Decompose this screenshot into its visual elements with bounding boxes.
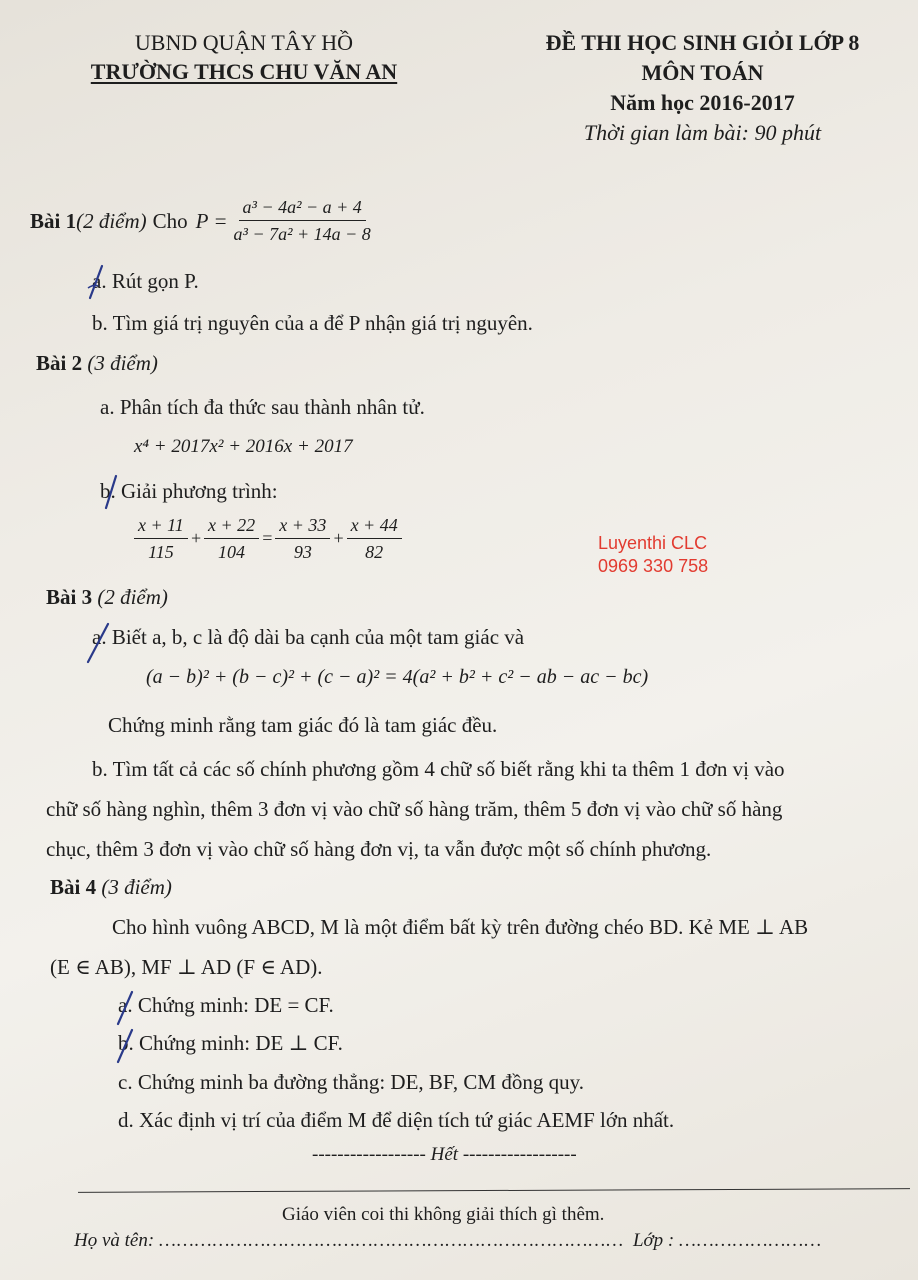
bai4-part-a: a. Chứng minh: DE = CF. [118, 993, 334, 1017]
school-name: TRƯỜNG THCS CHU VĂN AN [90, 59, 398, 84]
bai4-part-c: c. Chứng minh ba đường thẳng: DE, BF, CM đồng quy. [118, 1070, 584, 1094]
bai2-points: (3 điểm) [87, 351, 158, 375]
eq-f2-num: x + 22 [204, 514, 259, 539]
watermark-line2: 0969 330 758 [598, 556, 709, 576]
class-label: Lớp : [632, 1230, 675, 1251]
pen-checkmark-icon [110, 1026, 140, 1066]
bai1-fraction [230, 196, 375, 245]
bai2-label: Bài 2 [36, 351, 83, 375]
bai3-part-a: a. Biết a, b, c là độ dài ba cạnh của một tam giác và [92, 625, 525, 649]
bai2-part-b: b. Giải phương trình: [100, 479, 278, 503]
eq-f2-den: 104 [218, 542, 246, 562]
name-label: Họ và tên: [74, 1230, 155, 1251]
bai4-intro-line2: (E ∈ AB), MF ⊥ AD (F ∈ AD). [50, 955, 323, 979]
eq-f1-den: 115 [148, 542, 174, 562]
header-left [64, 28, 424, 86]
bai3-part-b-line3: chục, thêm 3 đơn vị vào chữ số hàng đơn vị, ta vẫn được một số chính phương. [46, 837, 712, 861]
bai4-label: Bài 4 [50, 875, 97, 899]
district-name: UBND QUẬN TÂY HỒ [134, 30, 354, 55]
eq-f3-den: 93 [293, 542, 312, 562]
bai3-heading [46, 584, 168, 610]
watermark-line1: Luyenthi CLC [598, 533, 708, 553]
bai1-intro: Cho [152, 208, 188, 233]
bai2-equation [132, 514, 404, 563]
bai3-part-b-line2: chữ số hàng nghìn, thêm 3 đơn vị vào chữ số hàng trăm, thêm 5 đơn vị vào chữ số hàng [46, 797, 783, 821]
bai1-label: Bài 1 [30, 208, 77, 233]
bai4-points: (3 điểm) [101, 875, 172, 899]
bai3-conclusion: Chứng minh rằng tam giác đó là tam giác đều. [108, 713, 498, 737]
bai2-heading [36, 350, 158, 376]
bai1-denominator: a³ − 7a² + 14a − 8 [233, 224, 371, 244]
subject: MÔN TOÁN [641, 60, 764, 85]
eq-equals: = [261, 528, 274, 548]
school-year: Năm học 2016-2017 [610, 90, 795, 115]
pen-checkmark-icon [84, 262, 114, 302]
header-right [505, 28, 900, 148]
eq-plus-1: + [189, 528, 202, 548]
bai4-heading [50, 874, 172, 900]
bai4-part-d: d. Xác định vị trí của điểm M để diện tích tứ giác AEMF lớn nhất. [118, 1108, 675, 1132]
eq-f1-num: x + 11 [134, 514, 188, 539]
exam-title: ĐỀ THI HỌC SINH GIỎI LỚP 8 [545, 30, 860, 55]
bai4-intro-line1: Cho hình vuông ABCD, M là một điểm bất kỳ trên đường chéo BD. Kẻ ME ⊥ AB [112, 915, 809, 939]
bai1-heading [30, 196, 377, 245]
end-marker: ------------------ Hết ------------------ [312, 1144, 577, 1165]
eq-f3-num: x + 33 [275, 514, 330, 539]
bai3-points: (2 điểm) [97, 585, 168, 609]
name-line [74, 1230, 822, 1252]
bai3-label: Bài 3 [46, 585, 93, 609]
footer-note: Giáo viên coi thi không giải thích gì thêm. [282, 1204, 605, 1225]
bai2-polynomial: x⁴ + 2017x² + 2016x + 2017 [134, 436, 353, 457]
footer-divider [78, 1188, 910, 1193]
name-dots: …………………………………………………………………… [158, 1230, 625, 1251]
eq-f4-den: 82 [365, 542, 384, 562]
bai2-part-a: a. Phân tích đa thức sau thành nhân tử. [100, 395, 425, 419]
duration: Thời gian làm bài: 90 phút [583, 120, 822, 145]
pen-checkmark-icon [110, 988, 140, 1028]
bai1-lhs: P = [195, 208, 228, 233]
pen-checkmark-icon [96, 472, 126, 512]
eq-f4-num: x + 44 [347, 514, 402, 539]
bai1-part-b: b. Tìm giá trị nguyên của a để P nhận giá trị nguyên. [92, 311, 533, 335]
bai3-part-b-line1: b. Tìm tất cả các số chính phương gồm 4 chữ số biết rằng khi ta thêm 1 đơn vị vào [92, 757, 785, 781]
bai1-part-a: a. Rút gọn P. [92, 269, 199, 293]
bai3-identity: (a − b)² + (b − c)² + (c − a)² = 4(a² + b² + c² − ab − ac − bc) [146, 666, 649, 688]
bai4-part-b: b. Chứng minh: DE ⊥ CF. [118, 1031, 343, 1055]
bai1-numerator: a³ − 4a² − a + 4 [239, 196, 366, 221]
watermark [598, 532, 708, 578]
bai1-points: (2 điểm) [76, 208, 147, 233]
class-dots: …………………… [679, 1230, 823, 1251]
eq-plus-2: + [332, 528, 345, 548]
pen-checkmark-icon [84, 620, 116, 666]
